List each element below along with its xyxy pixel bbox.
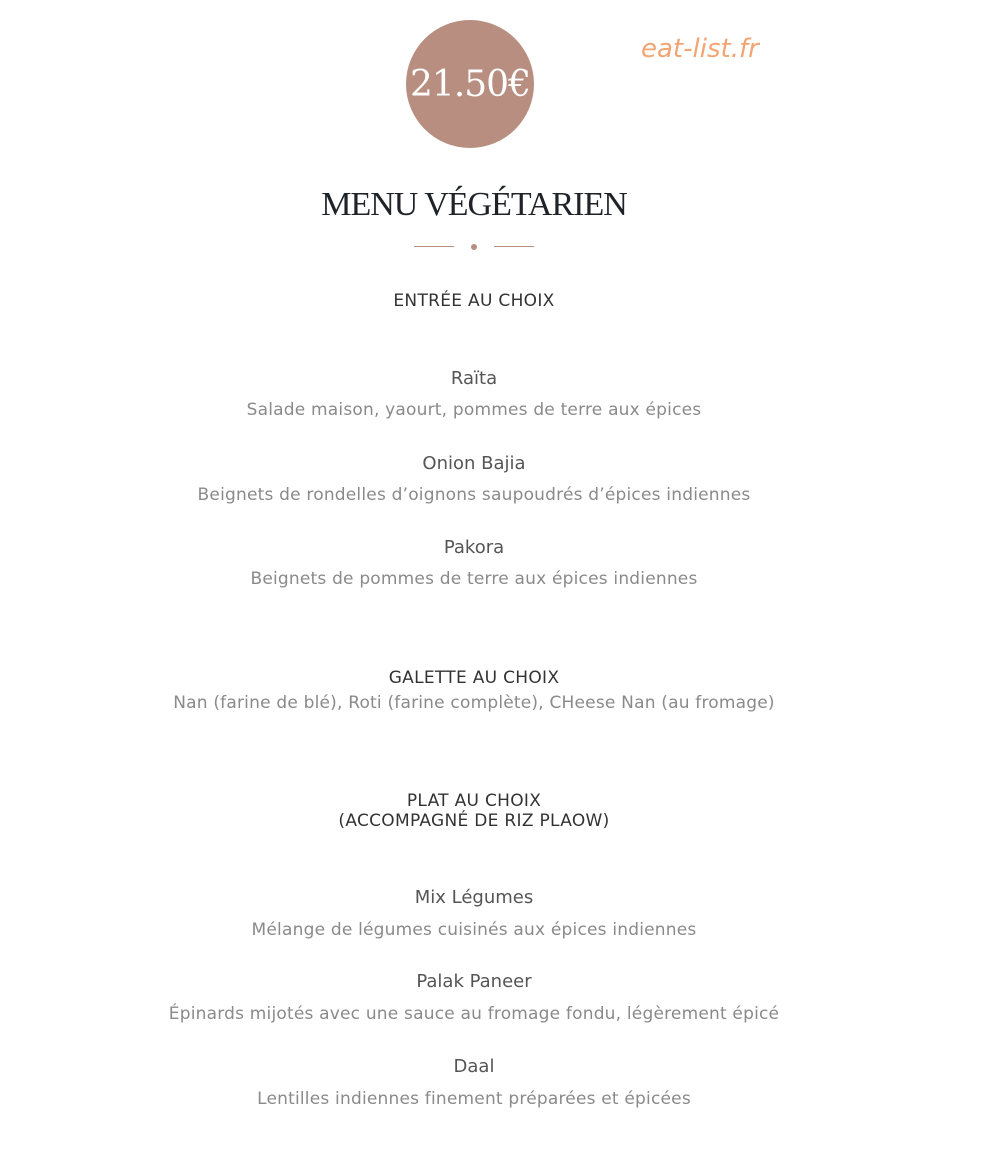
dish-description: Épinards mijotés avec une sauce au fromage fondu, légèrement épicé (168, 1004, 780, 1024)
plat-subheading: (ACCOMPAGNÉ DE RIZ PLAOW) (338, 811, 610, 831)
dish-description: Beignets de rondelles d’oignons saupoudrés d’épices indiennes (197, 485, 751, 505)
divider-line-left (414, 246, 454, 247)
dish-description: Lentilles indiennes finement préparées et épicées (257, 1089, 691, 1109)
dish-name: Pakora (443, 537, 505, 558)
dish-name: Mix Légumes (414, 887, 534, 908)
galette-description: Nan (farine de blé), Roti (farine complète), CHeese Nan (au fromage) (173, 693, 775, 713)
entree-heading: ENTRÉE AU CHOIX (393, 291, 555, 311)
price-text: 21.50€ (410, 63, 530, 105)
plat-heading: PLAT AU CHOIX (406, 791, 542, 811)
dish-description: Salade maison, yaourt, pommes de terre aux épices (246, 400, 702, 420)
dish-name: Onion Bajia (422, 453, 526, 474)
divider-dot (471, 244, 477, 250)
price-badge (406, 20, 534, 148)
galette-heading: GALETTE AU CHOIX (388, 668, 560, 688)
watermark: eat-list.fr (641, 34, 759, 64)
dish-name: Palak Paneer (416, 971, 532, 992)
dish-description: Beignets de pommes de terre aux épices indiennes (250, 569, 698, 589)
dish-name: Raïta (450, 368, 498, 389)
dish-description: Mélange de légumes cuisinés aux épices indiennes (251, 920, 697, 940)
dish-name: Daal (453, 1056, 495, 1077)
title-divider (414, 244, 534, 252)
menu-title: MENU VÉGÉTARIEN (321, 186, 627, 223)
divider-line-right (494, 246, 534, 247)
